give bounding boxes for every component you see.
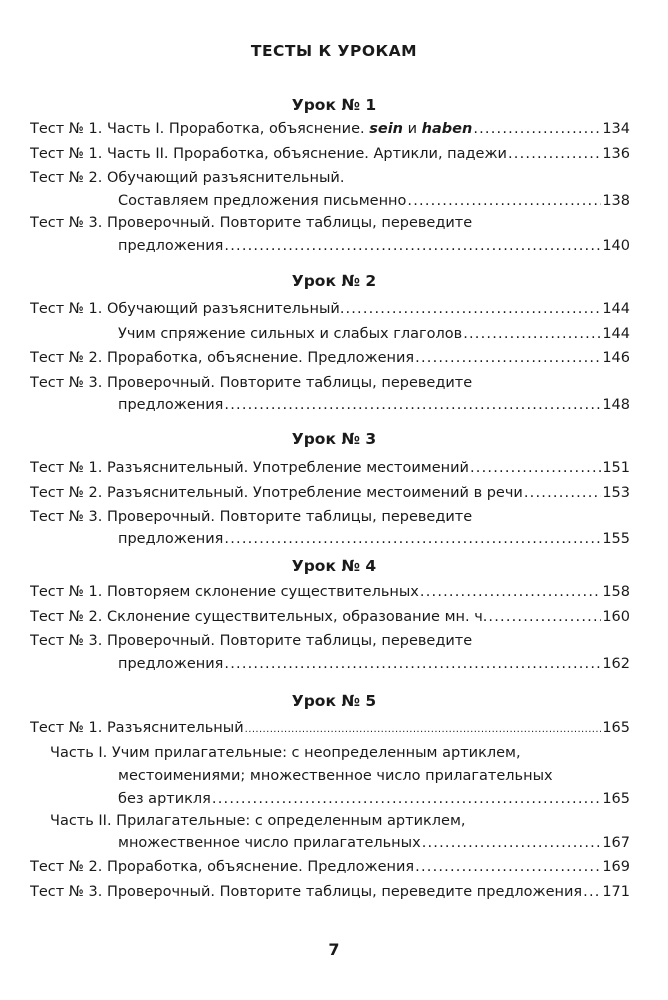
toc-entry [118,393,630,417]
lesson-5-heading: Урок № 5 [291,692,377,710]
dot-leader [415,346,601,370]
dot-leader [470,456,601,480]
toc-entry [30,346,630,370]
toc-entry [118,831,630,855]
entry-page: 158 [602,584,630,600]
entry-text: Учим спряжение сильных и слабых глаголов [118,326,463,342]
toc-entry [30,580,630,604]
entry-text: Тест № 1. Обучающий разъяснительный. [30,301,345,317]
toc-entry [30,166,630,190]
lesson-2-heading: Урок № 2 [291,272,377,290]
entry-text: Тест № 1. Часть II. Проработка, объяснение. Артикли, падежи [30,146,507,162]
entry-text: Тест № 3. Проверочный. Повторите таблицы, переведите [30,633,473,649]
entry-text: Тест № 2. Склонение существительных, образование мн. ч. [30,609,488,625]
dot-leader [212,787,601,811]
page-number: 7 [328,940,340,959]
toc-entry [118,527,630,551]
toc-entry [50,741,630,765]
entry-text: Тест № 3. Проверочный. Повторите таблицы, переведите [30,509,473,525]
entry-term-haben: haben [421,121,473,137]
entry-text: Тест № 2. Проработка, объяснение. Предложения [30,859,415,875]
entry-page: 151 [602,460,630,476]
entry-page: 153 [602,485,630,501]
dot-leader [524,481,601,505]
dot-leader [224,393,601,417]
toc-entry [118,787,630,811]
dot-leader [488,605,601,629]
entry-text: предложения [118,397,224,413]
entry-page: 160 [602,609,630,625]
toc-entry [30,481,630,505]
toc-entry [30,142,630,166]
entry-page: 167 [602,835,630,851]
entry-text: без артикля [118,791,211,807]
toc-entry [118,322,630,346]
toc-entry [30,211,630,235]
entry-term-sein: sein [369,121,403,137]
entry-text: Тест № 3. Проверочный. Повторите таблицы, переведите предложения [30,884,583,900]
toc-entry [30,855,630,879]
entry-text: Тест № 2. Проработка, объяснение. Предложения [30,350,415,366]
entry-page: 148 [602,397,630,413]
toc-entry [30,716,630,740]
entry-text: предложения [118,656,224,672]
entry-conjunction: и [407,121,418,137]
toc-entry [30,456,630,480]
entry-page: 146 [602,350,630,366]
toc-entry [30,371,630,395]
entry-page: 140 [602,238,630,254]
lesson-1-heading: Урок № 1 [291,96,377,114]
dot-leader [224,652,601,676]
toc-entry [118,764,630,788]
toc-entry [30,297,630,321]
entry-text: Тест № 3. Проверочный. Повторите таблицы, переведите [30,215,473,231]
entry-text: Тест № 1. Разъяснительный [30,720,244,736]
entry-text: Тест № 1. Повторяем склонение существительных [30,584,419,600]
dot-leader [224,234,601,258]
entry-page: 136 [602,146,630,162]
entry-text: множественное число прилагательных [118,835,421,851]
entry-text: Тест № 2. Разъяснительный. Употребление местоимений в речи [30,485,523,501]
toc-entry [30,605,630,629]
lesson-3-heading: Урок № 3 [291,430,377,448]
entry-page: 144 [602,301,630,317]
entry-text: предложения [118,238,224,254]
entry-page: 162 [602,656,630,672]
entry-text: Тест № 3. Проверочный. Повторите таблицы, переведите [30,375,473,391]
entry-text: Тест № 1. Разъяснительный. Употребление местоимений [30,460,469,476]
entry-text: Часть I. Учим прилагательные: с неопределенным артиклем, [50,745,521,761]
dot-leader [420,580,601,604]
entry-page: 155 [602,531,630,547]
entry-text: Составляем предложения письменно [118,193,407,209]
dot-leader [224,527,601,551]
toc-entry [30,880,630,904]
dot-leader [422,831,602,855]
entry-page: 165 [602,720,630,736]
page-title: ТЕСТЫ К УРОКАМ [250,42,418,60]
entry-text: местоимениями; множественное число прилагательных [118,768,553,784]
dot-leader [473,117,601,141]
toc-entry [30,629,630,653]
entry-page: 144 [602,326,630,342]
lesson-4-heading: Урок № 4 [291,557,377,575]
entry-text: предложения [118,531,224,547]
dot-leader [508,142,601,166]
entry-page: 134 [602,121,630,137]
dot-leader [583,880,601,904]
entry-text: Тест № 1. Часть I. Проработка, объяснение. [30,121,365,137]
entry-text: Тест № 2. Обучающий разъяснительный. [30,170,345,186]
dot-leader [415,855,601,879]
toc-entry [118,234,630,258]
toc-entry [118,189,630,213]
entry-page: 165 [602,791,630,807]
entry-text: Часть II. Прилагательные: с определенным артиклем, [50,813,466,829]
entry-page: 169 [602,859,630,875]
entry-page: 171 [602,884,630,900]
entry-page: 138 [602,193,630,209]
toc-entry [50,809,630,833]
dot-leader [245,718,602,742]
dot-leader [345,297,601,321]
toc-entry [30,505,630,529]
toc-entry [30,117,630,141]
dot-leader [407,189,601,213]
toc-entry [118,652,630,676]
dot-leader [463,322,601,346]
